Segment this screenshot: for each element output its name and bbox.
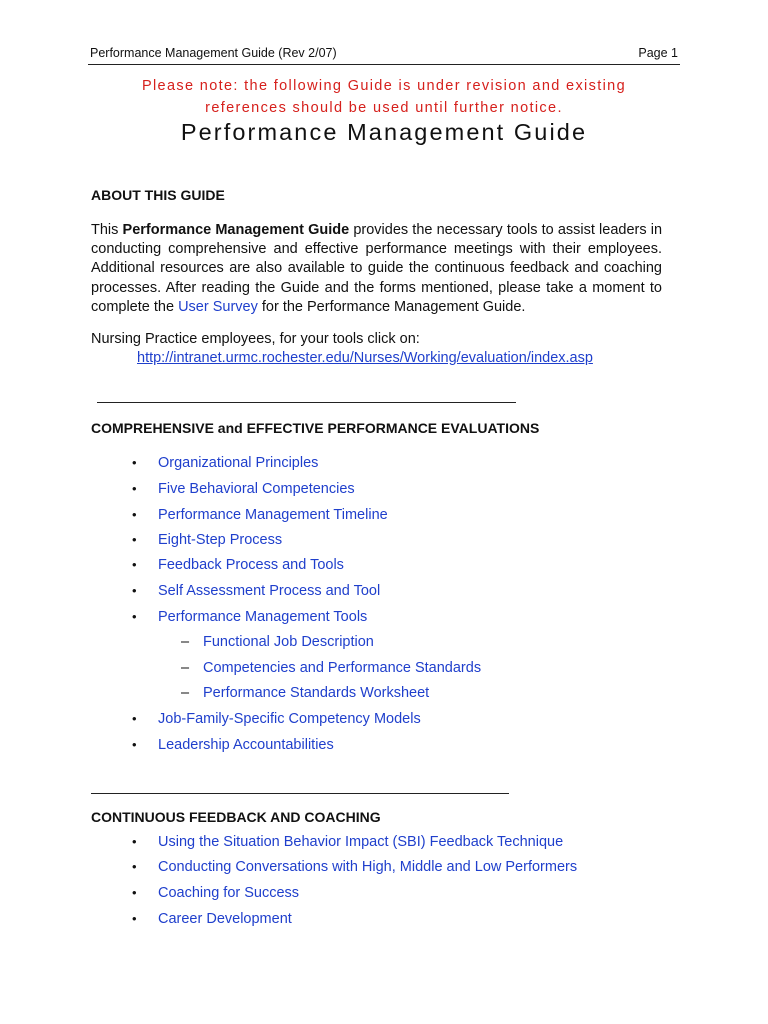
bullet: • (132, 609, 137, 624)
header-doc-title: Performance Management Guide (Rev 2/07) (90, 46, 337, 60)
link-career-development[interactable]: Career Development (158, 911, 292, 927)
link-conducting-conversations[interactable]: Conducting Conversations with High, Middle and Low Performers (158, 859, 578, 875)
link-self-assessment-process[interactable]: Self Assessment Process and Tool (158, 583, 381, 599)
dash: – (181, 660, 190, 676)
bullet: • (132, 834, 137, 849)
user-survey-link[interactable]: User Survey (178, 298, 258, 315)
notice-line-1: Please note: the following Guide is under revision and existing (141, 78, 627, 94)
evaluations-heading: COMPREHENSIVE and EFFECTIVE PERFORMANCE EVALUATIONS (91, 420, 540, 436)
bullet: • (132, 507, 137, 522)
bullet: • (132, 557, 137, 572)
bullet: • (132, 711, 137, 726)
link-functional-job-description[interactable]: Functional Job Description (203, 634, 374, 650)
dash: – (181, 634, 190, 650)
link-sbi-feedback-technique[interactable]: Using the Situation Behavior Impact (SBI) Feedback Technique (158, 834, 564, 850)
about-text-after: for the Performance Management Guide. (257, 298, 526, 315)
bullet: • (132, 532, 137, 547)
nursing-block (91, 330, 681, 368)
bullet: • (132, 583, 137, 598)
nursing-url-link[interactable]: http://intranet.urmc.rochester.edu/Nurses/Working/evaluation/index.asp (137, 350, 593, 366)
link-eight-step-process[interactable]: Eight-Step Process (158, 532, 283, 548)
about-text-before: This (91, 222, 123, 238)
revision-notice (88, 75, 680, 119)
link-leadership-accountabilities[interactable]: Leadership Accountabilities (158, 737, 334, 753)
bullet: • (132, 859, 137, 874)
link-competencies-performance-standards[interactable]: Competencies and Performance Standards (203, 660, 482, 676)
link-performance-standards-worksheet[interactable]: Performance Standards Worksheet (203, 685, 430, 701)
bullet: • (132, 481, 137, 496)
bullet: • (132, 911, 137, 926)
feedback-heading: CONTINUOUS FEEDBACK AND COACHING (91, 809, 381, 825)
page-title: Performance Management Guide (180, 119, 588, 145)
link-performance-management-tools[interactable]: Performance Management Tools (158, 609, 368, 625)
bullet: • (132, 737, 137, 752)
section-divider (91, 793, 509, 794)
bullet: • (132, 455, 137, 470)
link-coaching-for-success[interactable]: Coaching for Success (158, 885, 300, 901)
dash: – (181, 685, 190, 701)
about-text-middle: provides the necessary tools to assist leaders in conducting comprehensive and effective performance meetings with their employees. Additional resources are also available to guide the continuous feedback and coaching processes. After reading the Guide and the forms mentioned, please take a moment to complete the (91, 222, 663, 315)
about-bold-title: Performance Management Guide (122, 222, 350, 238)
nursing-text: Nursing Practice employees, for your tools click on: (91, 331, 420, 347)
link-job-family-competency-models[interactable]: Job-Family-Specific Competency Models (158, 711, 421, 727)
notice-line-2: references should be used until further notice. (205, 100, 563, 116)
section-divider (97, 402, 516, 403)
bullet: • (132, 885, 137, 900)
link-organizational-principles[interactable]: Organizational Principles (158, 455, 319, 471)
header-page-number: Page 1 (638, 46, 678, 60)
link-five-behavioral-competencies[interactable]: Five Behavioral Competencies (158, 481, 355, 497)
about-heading: ABOUT THIS GUIDE (91, 187, 225, 203)
link-performance-management-timeline[interactable]: Performance Management Timeline (158, 507, 388, 523)
link-feedback-process-and-tools[interactable]: Feedback Process and Tools (158, 557, 344, 573)
running-header (88, 44, 680, 65)
about-paragraph (91, 221, 662, 317)
